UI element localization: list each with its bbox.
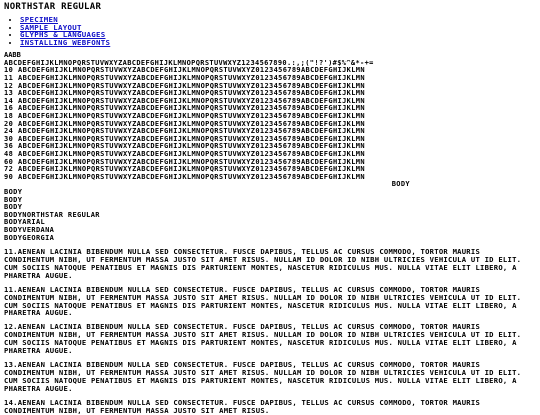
sample-text: ABCDEFGHIJKLMNOPQRSTUVWXYZABCDEFGHIJKLMNOPQRSTUVWXYZ0123456789ABCDEFGHIJKLMN	[18, 90, 365, 98]
nav-link-glyphs-languages[interactable]: • GLYPHS & LANGUAGES	[20, 31, 538, 39]
nav-list	[4, 16, 538, 46]
waterfall-row	[4, 143, 538, 151]
sample-paragraph: 11.AENEAN LACINIA BIBENDUM NULLA SED CONSECTETUR. FUSCE DAPIBUS, TELLUS AC CURSUS COMMODO, TORTOR MAURIS CONDIMENTUM NIBH, UT FERMENTUM MASSA JUSTO SIT AMET RISUS. NULLAM ID DOLOR ID NIBH ULTRICIES VEHICULA UT ID ELIT. CUM SOCIIS NATOQUE PENATIBUS ET MAGNIS DIS PARTURIENT MONTES, NASCETUR RIDICULUS MUS. NULLA VITAE ELIT LIBERO, A PHARETRA AUGUE.	[4, 247, 522, 280]
size-label: 13	[4, 90, 14, 98]
sample-paragraph: 13.AENEAN LACINIA BIBENDUM NULLA SED CONSECTETUR. FUSCE DAPIBUS, TELLUS AC CURSUS COMMODO, TORTOR MAURIS CONDIMENTUM NIBH, UT FERMENTUM MASSA JUSTO SIT AMET RISUS. NULLAM ID DOLOR ID NIBH ULTRICIES VEHICULA UT ID ELIT. CUM SOCIIS NATOQUE PENATIBUS ET MAGNIS DIS PARTURIENT MONTES, NASCETUR RIDICULUS MUS. NULLA VITAE ELIT LIBERO, A PHARETRA AUGUE.	[4, 360, 522, 393]
size-label: 60	[4, 158, 14, 166]
body-line: BODY	[4, 187, 23, 196]
waterfall-row	[4, 90, 538, 98]
body-line: BODY	[4, 195, 23, 204]
sample-text: ABCDEFGHIJKLMNOPQRSTUVWXYZABCDEFGHIJKLMNOPQRSTUVWXYZ0123456789ABCDEFGHIJKLMN	[18, 113, 365, 121]
sample-text: ABCDEFGHIJKLMNOPQRSTUVWXYZABCDEFGHIJKLMNOPQRSTUVWXYZ0123456789ABCDEFGHIJKLMN	[18, 151, 365, 158]
waterfall-row	[4, 121, 538, 129]
size-label: 18	[4, 113, 14, 121]
sample-text: ABCDEFGHIJKLMNOPQRSTUVWXYZABCDEFGHIJKLMNOPQRSTUVWXYZ0123456789ABCDEFGHIJKLMN	[18, 97, 365, 105]
sample-text: ABCDEFGHIJKLMNOPQRSTUVWXYZABCDEFGHIJKLMNOPQRSTUVWXYZ0123456789ABCDEFGHIJKLMN	[18, 173, 365, 181]
waterfall-row	[4, 113, 538, 121]
waterfall-row	[4, 128, 538, 136]
body-line: BODY	[4, 203, 23, 212]
waterfall-row	[4, 136, 538, 144]
size-label: 48	[4, 151, 14, 158]
size-label: 16	[4, 105, 14, 113]
sample-paragraph: 12.AENEAN LACINIA BIBENDUM NULLA SED CONSECTETUR. FUSCE DAPIBUS, TELLUS AC CURSUS COMMODO, TORTOR MAURIS CONDIMENTUM NIBH, UT FERMENTUM MASSA JUSTO SIT AMET RISUS. NULLAM ID DOLOR ID NIBH ULTRICIES VEHICULA UT ID ELIT. CUM SOCIIS NATOQUE PENATIBUS ET MAGNIS DIS PARTURIENT MONTES, NASCETUR RIDICULUS MUS. NULLA VITAE ELIT LIBERO, A PHARETRA AUGUE.	[4, 322, 522, 356]
size-label: 30	[4, 135, 14, 143]
specimen-page	[4, 2, 538, 414]
waterfall-row	[4, 151, 538, 159]
size-label: 10	[4, 67, 14, 75]
nav-link-specimen[interactable]: • SPECIMEN	[20, 16, 538, 24]
size-label: 72	[4, 166, 14, 174]
size-label: 12	[4, 82, 14, 90]
sample-text: ABCDEFGHIJKLMNOPQRSTUVWXYZABCDEFGHIJKLMNOPQRSTUVWXYZ0123456789ABCDEFGHIJKLMN	[18, 75, 365, 83]
nav-link-sample-layout[interactable]: • SAMPLE LAYOUT	[20, 24, 538, 32]
sample-paragraph: 14.AENEAN LACINIA BIBENDUM NULLA SED CONSECTETUR. FUSCE DAPIBUS, TELLUS AC CURSUS COMMODO, TORTOR MAURIS CONDIMENTUM NIBH, UT FERMENTUM MASSA JUSTO SIT AMET RISUS.	[4, 397, 481, 415]
page-title: NORTHSTAR REGULAR	[4, 2, 102, 12]
sample-text: ABCDEFGHIJKLMNOPQRSTUVWXYZABCDEFGHIJKLMNOPQRSTUVWXYZ0123456789ABCDEFGHIJKLMN	[18, 128, 365, 136]
sample-text: ABCDEFGHIJKLMNOPQRSTUVWXYZABCDEFGHIJKLMNOPQRSTUVWXYZ0123456789ABCDEFGHIJKLMN	[18, 166, 365, 174]
glyph-line: ABCDEFGHIJKLMNOPQRSTUVWXYZABCDEFGHIJKLMNOPQRSTUVWXYZ1234567890.:,;("!?')#$%^&*-+=	[4, 59, 374, 67]
sample-text: ABCDEFGHIJKLMNOPQRSTUVWXYZABCDEFGHIJKLMNOPQRSTUVWXYZ0123456789ABCDEFGHIJKLMN	[18, 158, 365, 166]
sample-text: ABCDEFGHIJKLMNOPQRSTUVWXYZABCDEFGHIJKLMNOPQRSTUVWXYZ0123456789ABCDEFGHIJKLMN	[18, 67, 365, 75]
body-right-label: BODY	[391, 180, 410, 189]
waterfall-row	[4, 166, 538, 174]
body-line-verdana: BODYVERDANA	[4, 225, 55, 234]
waterfall-row	[4, 159, 538, 167]
waterfall-row	[4, 98, 538, 106]
waterfall-row	[4, 75, 538, 83]
body-line-northstar: BODYNORTHSTAR REGULAR	[4, 210, 100, 219]
size-label: 36	[4, 143, 14, 151]
size-label: 11	[4, 75, 14, 83]
sample-text: ABCDEFGHIJKLMNOPQRSTUVWXYZABCDEFGHIJKLMNOPQRSTUVWXYZ0123456789ABCDEFGHIJKLMN	[18, 120, 365, 128]
sample-text: ABCDEFGHIJKLMNOPQRSTUVWXYZABCDEFGHIJKLMNOPQRSTUVWXYZ0123456789ABCDEFGHIJKLMN	[18, 143, 365, 151]
size-label: 20	[4, 120, 14, 128]
sample-text: ABCDEFGHIJKLMNOPQRSTUVWXYZABCDEFGHIJKLMNOPQRSTUVWXYZ0123456789ABCDEFGHIJKLMN	[18, 82, 365, 90]
body-line-georgia: BODYGEORGIA	[4, 233, 55, 242]
size-label: 14	[4, 97, 14, 105]
specimen-heading: AABB	[4, 51, 21, 60]
waterfall-row	[4, 174, 538, 182]
sample-paragraph: 11.AENEAN LACINIA BIBENDUM NULLA SED CONSECTETUR. FUSCE DAPIBUS, TELLUS AC CURSUS COMMODO, TORTOR MAURIS CONDIMENTUM NIBH, UT FERMENTUM MASSA JUSTO SIT AMET RISUS. NULLAM ID DOLOR ID NIBH ULTRICIES VEHICULA UT ID ELIT. CUM SOCIIS NATOQUE PENATIBUS ET MAGNIS DIS PARTURIENT MONTES, NASCETUR RIDICULUS MUS. NULLA VITAE ELIT LIBERO, A PHARETRA AUGUE.	[4, 284, 522, 318]
sample-text: ABCDEFGHIJKLMNOPQRSTUVWXYZABCDEFGHIJKLMNOPQRSTUVWXYZ0123456789ABCDEFGHIJKLMN	[18, 105, 365, 113]
waterfall-row	[4, 67, 538, 75]
size-waterfall	[4, 52, 538, 242]
waterfall-row	[4, 83, 538, 91]
waterfall-row	[4, 105, 538, 113]
nav-link-installing-webfonts[interactable]: • INSTALLING WEBFONTS	[20, 39, 538, 47]
sample-text: ABCDEFGHIJKLMNOPQRSTUVWXYZABCDEFGHIJKLMNOPQRSTUVWXYZ0123456789ABCDEFGHIJKLMN	[18, 135, 365, 143]
size-label: 24	[4, 128, 14, 136]
body-line-arial: BODYARIAL	[4, 218, 46, 227]
size-label: 90	[4, 173, 14, 181]
